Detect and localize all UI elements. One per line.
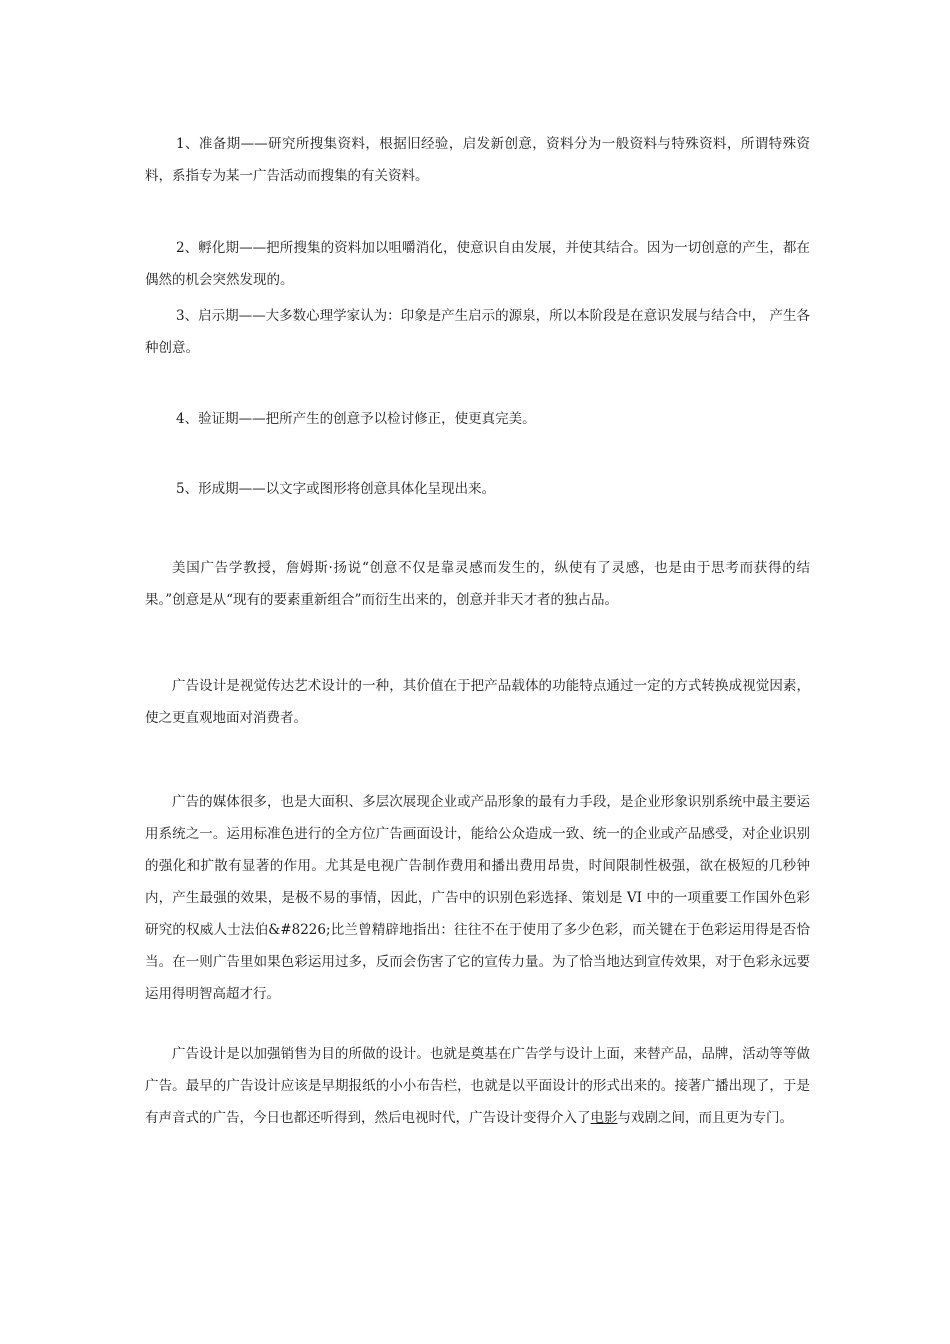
paragraph-text-before-link: 广告设计是以加强销售为目的所做的设计。也就是奠基在广告学与设计上面，来替产品，品牌，活动等等做广告。最早的广告设计应该是早期报纸的小小布告栏，也就是以平面设计的形式出来的。接著广播出现了，于是有声音式的广告，今日也都还听得到，然后电视时代，广告设计变得介入了 [145,1046,810,1126]
film-link[interactable]: 电影 [590,1110,618,1126]
paragraph-james-young: 美国广告学教授，詹姆斯·扬说“创意不仅是靠灵感而发生的，纵使有了灵感，也是由于思考而获得的结果。”创意是从“现有的要素重新组合”而衍生出来的，创意并非天才者的独占品。 [145,560,810,608]
paragraph-stage-5: 5、形成期——以文字或图形将创意具体化呈现出来。 [176,481,496,497]
paragraph-stage-4: 4、验证期——把所产生的创意予以检讨修正，使更真完美。 [176,411,536,427]
paragraph-text-after-link: 与戏剧之间，而且更为专门。 [617,1110,793,1126]
paragraph-media-and-color: 广告的媒体很多，也是大面积、多层次展现企业或产品形象的最有力手段，是企业形象识别系统中最主要运用系统之一。运用标准色进行的全方位广告画面设计，能给公众造成一致、统一的企业或产品感受，对企业识别的强化和扩散有显著的作用。尤其是电视广告制作费用和播出费用昂贵，时间限制性极强，欲在极短的几秒钟内，产生最强的效果，是极不易的事情，因此，广告中的识别色彩选择、策划是 VI 中的一项重要工作国外色彩研究的权威人士法伯&#8226;比兰曾精辟地指出：往往不在于使用了多少色彩，而关键在于色彩运用得是否恰当。在一则广告里如果色彩运用过多，反而会伤害了它的宣传力量。为了恰当地达到宣传效果，对于色彩永远要运用得明智高超才行。 [145,794,810,1002]
paragraph-stage-2: 2、孵化期——把所搜集的资料加以咀嚼消化，使意识自由发展，并使其结合。因为一切创意的产生，都在偶然的机会突然发现的。 [145,240,810,288]
paragraph-stage-3: 3、启示期——大多数心理学家认为：印象是产生启示的源泉，所以本阶段是在意识发展与结合中， 产生各种创意。 [145,308,810,356]
paragraph-visual-communication: 广告设计是视觉传达艺术设计的一种，其价值在于把产品载体的功能特点通过一定的方式转换成视觉因素，使之更直观地面对消费者。 [145,678,810,726]
paragraph-stage-1: 1、准备期——研究所搜集资料，根据旧经验，启发新创意，资料分为一般资料与特殊资料，所谓特殊资料，系指专为某一广告活动而搜集的有关资料。 [145,136,810,184]
paragraph-advertising-design [145,1038,810,1134]
